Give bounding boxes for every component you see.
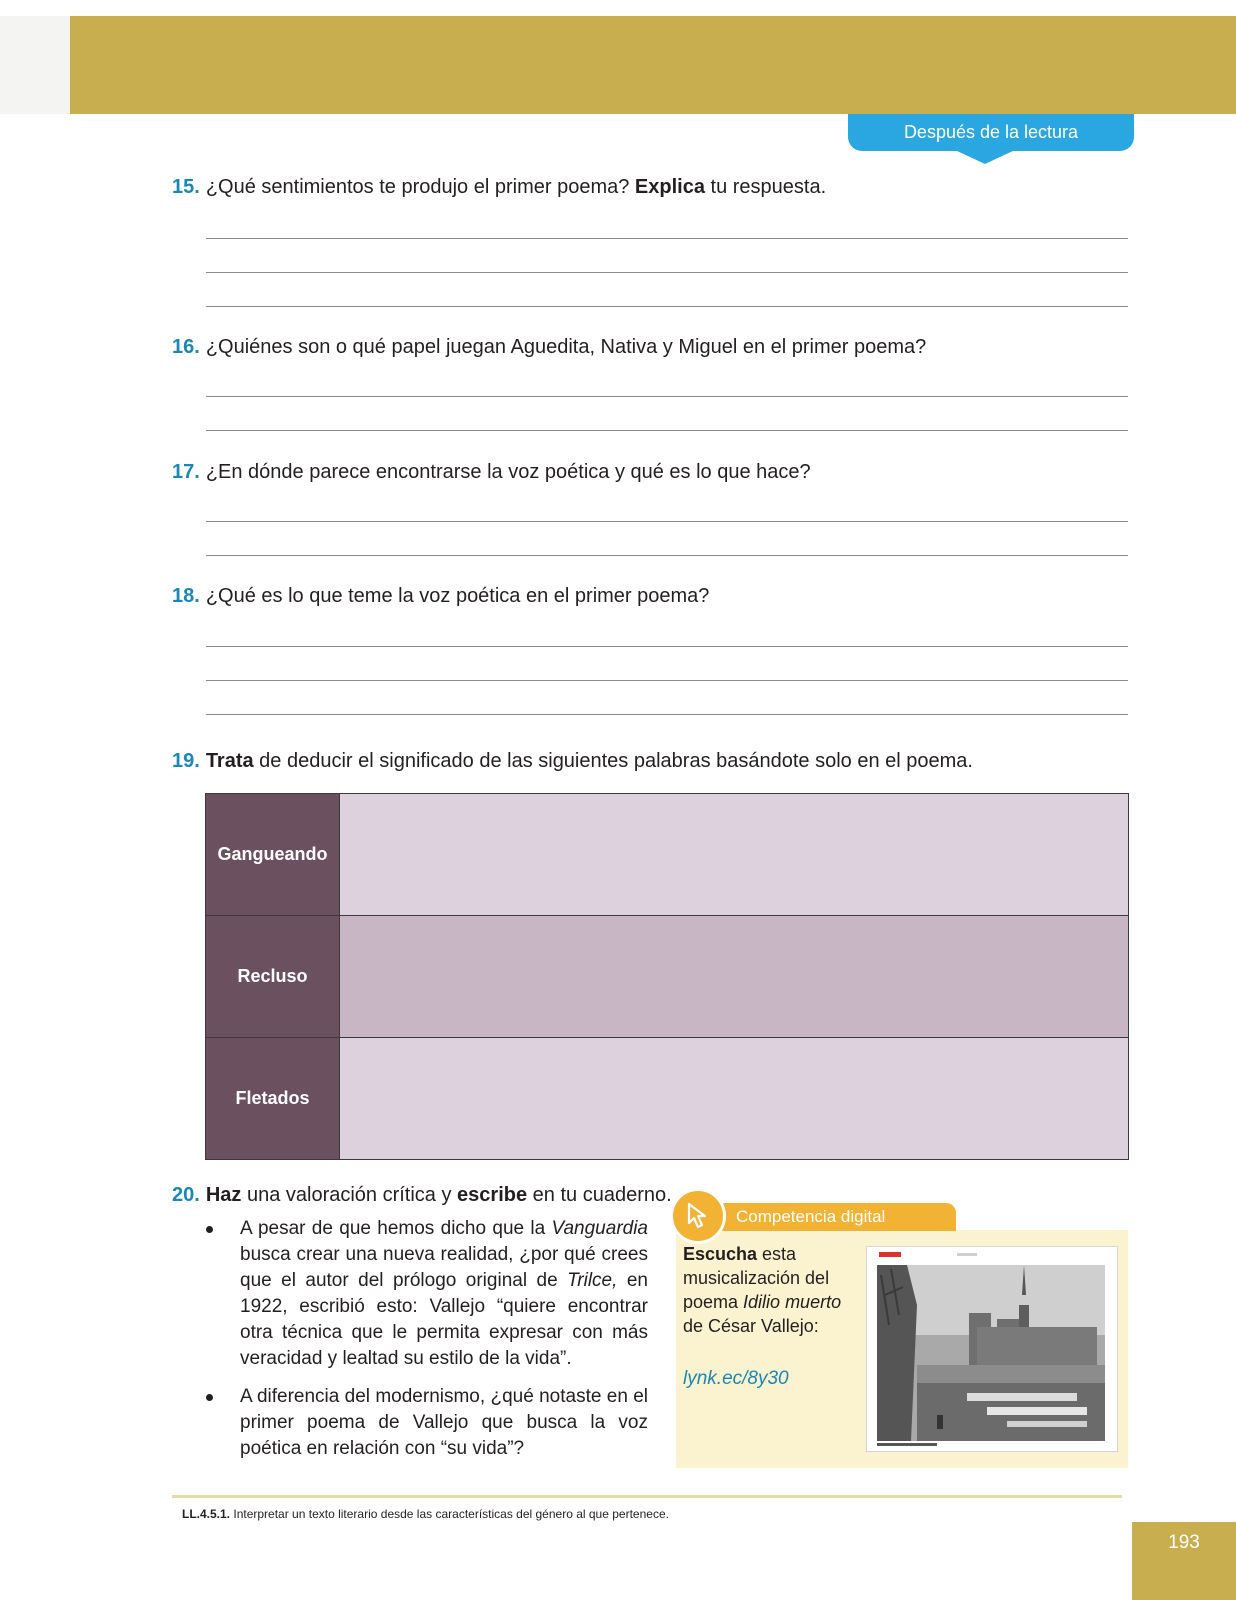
question-18 xyxy=(172,585,709,608)
header-band-left xyxy=(0,16,70,114)
standard-description: Interpretar un texto literario desde las características del género al que pertenece. xyxy=(230,1507,669,1521)
bullet-text: A pesar de que hemos dicho que la xyxy=(240,1218,552,1239)
question-17 xyxy=(172,461,811,484)
question-verb: Trata xyxy=(205,750,254,772)
answer-line[interactable] xyxy=(206,238,1128,239)
answer-line[interactable] xyxy=(206,272,1128,273)
video-caption xyxy=(877,1443,937,1446)
section-tab: Después de la lectura xyxy=(848,114,1134,151)
question-20-bullets xyxy=(206,1216,648,1474)
answer-line[interactable] xyxy=(206,396,1128,397)
vocabulary-table xyxy=(205,793,1129,1160)
footer-divider xyxy=(172,1495,1122,1498)
answer-line[interactable] xyxy=(206,555,1128,556)
vocabulary-row xyxy=(206,916,1129,1038)
bullet-italic: Vanguardia xyxy=(551,1218,648,1239)
bullet-item xyxy=(206,1216,648,1372)
video-thumbnail[interactable] xyxy=(866,1246,1118,1452)
question-verb: Haz xyxy=(205,1184,242,1206)
bullet-item xyxy=(206,1384,648,1462)
answer-line[interactable] xyxy=(206,521,1128,522)
vocabulary-row xyxy=(206,794,1129,916)
question-text: una valoración crítica y xyxy=(241,1184,458,1206)
vocabulary-term: Recluso xyxy=(206,916,340,1038)
page-number: 193 xyxy=(1132,1522,1236,1600)
cursor-click-icon xyxy=(670,1188,726,1244)
digital-competence-text xyxy=(683,1242,843,1338)
section-tab-notch xyxy=(955,150,1015,164)
question-20 xyxy=(172,1184,672,1207)
question-16 xyxy=(172,336,926,359)
question-number: 18. xyxy=(172,585,200,607)
vocabulary-answer-cell[interactable] xyxy=(340,916,1129,1038)
digital-competence-title: Competencia digital xyxy=(702,1203,956,1231)
question-text: ¿Qué es lo que teme la voz poética en el primer poema? xyxy=(205,585,710,607)
answer-line[interactable] xyxy=(206,430,1128,431)
question-text: ¿Quiénes son o qué papel juegan Aguedita, Nativa y Miguel en el primer poema? xyxy=(205,336,927,358)
answer-line[interactable] xyxy=(206,306,1128,307)
question-number: 19. xyxy=(172,750,200,772)
vocabulary-answer-cell[interactable] xyxy=(340,1038,1129,1160)
bullet-italic: Trilce, xyxy=(567,1270,618,1291)
vocabulary-term: Gangueando xyxy=(206,794,340,916)
vocabulary-row xyxy=(206,1038,1129,1160)
bullet-text: A diferencia del modernismo, ¿qué notaste en el primer poema de Vallejo que busca la voz poética en relación con “su vida”? xyxy=(240,1386,648,1459)
footer-standard xyxy=(182,1507,669,1521)
question-19 xyxy=(172,750,973,773)
question-verb-2: escribe xyxy=(457,1184,528,1206)
digital-text-end: de César Vallejo: xyxy=(683,1316,819,1336)
question-number: 15. xyxy=(172,176,200,198)
vocabulary-term: Fletados xyxy=(206,1038,340,1160)
question-number: 16. xyxy=(172,336,200,358)
question-text: ¿En dónde parece encontrarse la voz poética y qué es lo que hace? xyxy=(205,461,811,483)
video-search-bar xyxy=(957,1253,977,1256)
bullet-text: busca crear una nueva realidad, ¿por qué crees que el autor del prólogo original de xyxy=(240,1244,648,1291)
bullet-text: en 1922, escribió esto: Vallejo “quiere encontrar otra técnica que le permita expresar con más veracidad y lealtad su estilo de la vida”. xyxy=(240,1270,648,1369)
bullet-icon xyxy=(206,1226,213,1233)
question-15 xyxy=(172,176,826,199)
question-number: 17. xyxy=(172,461,200,483)
video-frame xyxy=(877,1265,1105,1441)
bullet-icon xyxy=(206,1394,213,1401)
question-verb: Explica xyxy=(634,176,705,198)
video-logo xyxy=(879,1252,901,1257)
vocabulary-answer-cell[interactable] xyxy=(340,794,1129,916)
digital-verb: Escucha xyxy=(683,1244,758,1264)
question-text: de deducir el significado de las siguientes palabras basándote solo en el poema. xyxy=(253,750,973,772)
question-text: ¿Qué sentimientos te produjo el primer poema? xyxy=(205,176,635,198)
answer-line[interactable] xyxy=(206,646,1128,647)
question-text-end: tu respuesta. xyxy=(704,176,827,198)
standard-code: LL.4.5.1. xyxy=(182,1507,231,1521)
answer-line[interactable] xyxy=(206,714,1128,715)
digital-link[interactable]: lynk.ec/8y30 xyxy=(683,1368,789,1389)
digital-text: esta musicalización del poema xyxy=(683,1244,830,1312)
header-band xyxy=(70,16,1236,114)
question-number: 20. xyxy=(172,1184,200,1206)
question-text-end: en tu cuaderno. xyxy=(527,1184,672,1206)
answer-line[interactable] xyxy=(206,680,1128,681)
poem-title: Idilio muerto xyxy=(743,1292,842,1312)
